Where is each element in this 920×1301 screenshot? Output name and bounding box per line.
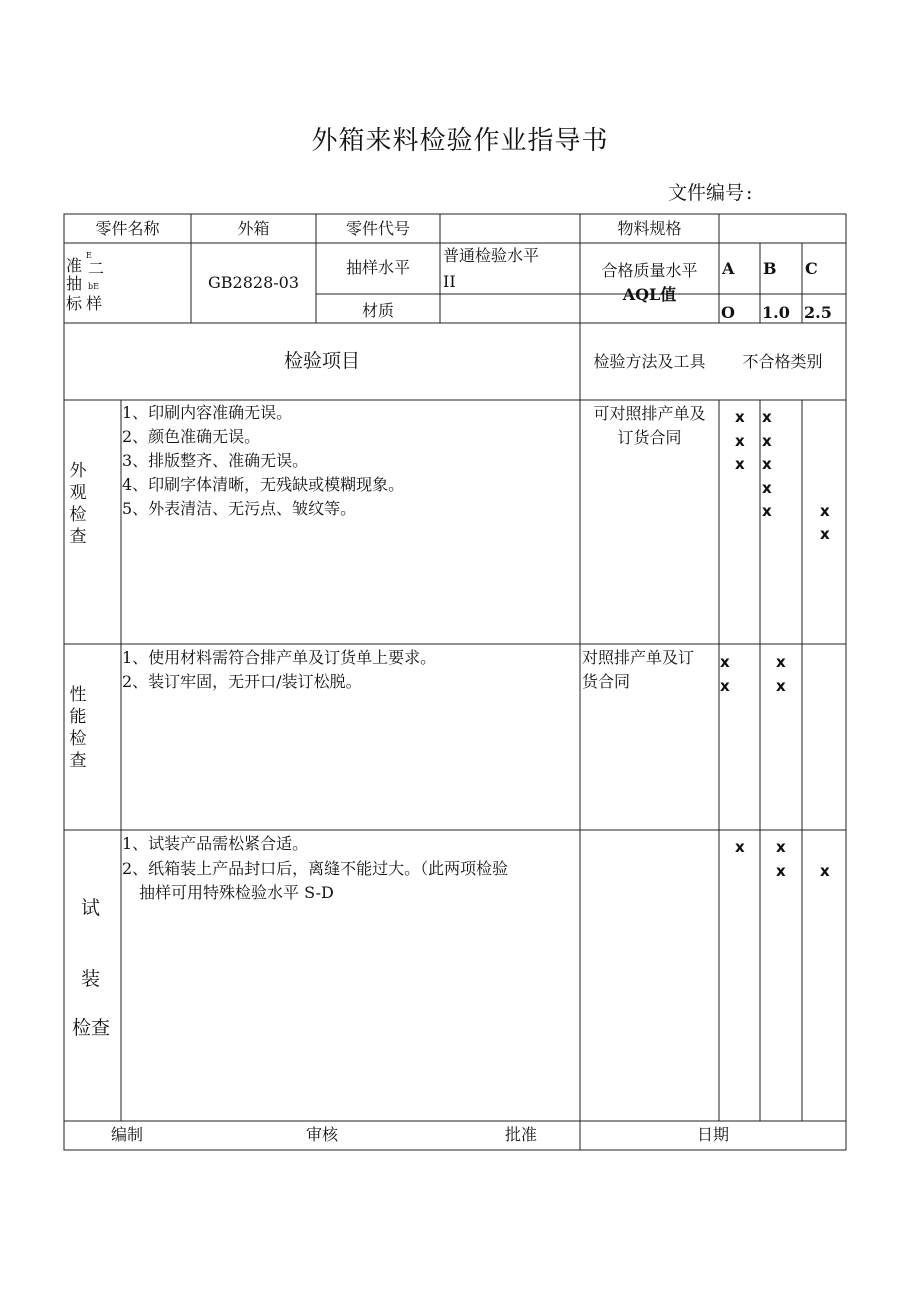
list-item: 2、装订牢固，无开口/装订松脱。 [122, 672, 362, 691]
aql-a: O [721, 303, 735, 322]
part-name-value: 外箱 [237, 219, 270, 238]
part-name-label: 零件名称 [95, 219, 160, 238]
trial-item-1: 1、试装产品需松紧合适。 [122, 834, 309, 853]
list-item: 4、印刷字体清晰，无残缺或模糊现象。 [122, 475, 405, 494]
performance-item-list [122, 646, 436, 694]
std-char-2: 抽 [66, 274, 83, 293]
defect-mark: x [762, 479, 772, 497]
defect-mark: x [735, 408, 745, 426]
defect-mark: x [820, 502, 830, 520]
list-item: 5、外表清洁、无污点、皱纹等。 [122, 499, 357, 518]
defect-mark: x [735, 838, 745, 856]
list-item: 1、使用材料需符合排产单及订货单上要求。 [122, 648, 437, 667]
trial-label-1: 试 [81, 897, 101, 919]
defect-mark: x [820, 862, 830, 880]
std-char-3: 标 [66, 294, 83, 313]
column-heading-items: 检验项目 [283, 350, 360, 372]
reviewed-label: 审核 [306, 1125, 339, 1144]
document-title: 外箱来料检验作业指导书 [311, 126, 609, 156]
defect-mark: x [762, 432, 772, 450]
doc-number-label: 文件编号 : [668, 182, 753, 204]
list-item: 1、印刷内容准确无误。 [122, 403, 293, 422]
date-label: 日期 [697, 1125, 730, 1144]
trial-item-2-cont: 抽样可用特殊检验水平 S-D [139, 883, 334, 902]
defect-mark: x [776, 653, 786, 671]
spec-label: 物料规格 [617, 219, 682, 238]
defect-mark: x [720, 653, 730, 671]
defect-mark: x [776, 838, 786, 856]
appearance-item-list [122, 401, 404, 521]
defect-mark: x [735, 455, 745, 473]
column-heading-category: 不合格类别 [742, 352, 823, 371]
aql-label-1: 合格质量水平 [601, 261, 698, 280]
std-char-1: 准 [66, 256, 83, 275]
std-dash: 二 [88, 259, 105, 278]
std-small-2: bE [88, 282, 99, 291]
trial-item-2: 2、纸箱装上产品封口后，离缝不能过大。（此两项检验 [122, 859, 509, 878]
defect-mark: x [820, 525, 830, 543]
class-c: C [805, 259, 818, 278]
appearance-method-2: 订货合同 [617, 428, 682, 447]
defect-mark: x [735, 432, 745, 450]
sampling-level-value-1: 普通检验水平 [443, 246, 540, 265]
performance-label: 性 能 检 查 [69, 685, 87, 771]
trial-label-3: 检查 [72, 1017, 111, 1039]
appearance-label: 外 观 检 查 [69, 461, 87, 547]
performance-method-1: 对照排产单及订 [582, 648, 695, 667]
sampling-level-value-2: II [443, 272, 456, 291]
column-heading-method: 检验方法及工具 [593, 352, 706, 371]
defect-mark: x [776, 677, 786, 695]
aql-b: 1.0 [762, 303, 790, 322]
appearance-method-1: 可对照排产单及 [593, 404, 706, 423]
performance-method-2: 货合同 [582, 672, 631, 691]
sampling-level-label: 抽样水平 [345, 258, 410, 277]
part-code-label: 零件代号 [345, 219, 410, 238]
defect-mark: x [762, 455, 772, 473]
prepared-label: 编制 [111, 1125, 144, 1144]
list-item: 2、颜色准确无误。 [122, 427, 261, 446]
defect-mark: x [762, 408, 772, 426]
defect-mark: x [720, 677, 730, 695]
material-label: 材质 [361, 301, 394, 320]
class-a: A [722, 259, 735, 278]
class-b: B [763, 259, 777, 278]
standard-code: GB2828-03 [207, 273, 300, 292]
defect-mark: x [762, 502, 772, 520]
list-item: 3、排版整齐、准确无误。 [122, 451, 309, 470]
aql-c: 2.5 [804, 303, 832, 322]
defect-mark: x [776, 862, 786, 880]
trial-label-2: 装 [81, 968, 101, 990]
approved-label: 批准 [505, 1125, 538, 1144]
std-small-1: E [86, 251, 92, 260]
aql-label-2: AQL值 [622, 285, 677, 304]
std-char-4: 样 [86, 294, 103, 313]
